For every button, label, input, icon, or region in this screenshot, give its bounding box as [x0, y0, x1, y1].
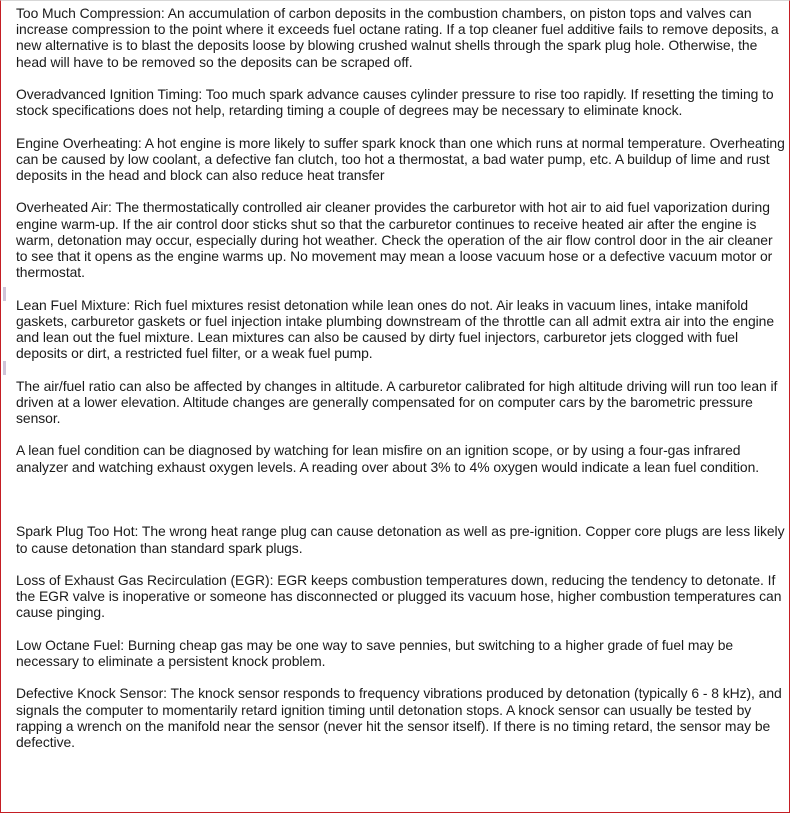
left-edge-mark [3, 361, 6, 375]
paragraph-too-much-compression: Too Much Compression: An accumulation of carbon deposits in the combustion chambers, on piston tops and valves can increase compression to the point where it exceeds fuel octane rating. If a top cleaner fuel additive fails to remove deposits, a new alternative is to blast the deposits loose by blowing crushed walnut shells through the spark plug hole. Otherwise, the head will have to be removed so the deposits can be scraped off. [16, 5, 779, 70]
paragraph-engine-overheating: Engine Overheating: A hot engine is more likely to suffer spark knock than one which runs at normal temperature. Overheating can be caused by low coolant, a defective fan clutch, too hot a thermostat, a bad water pump, etc. A buildup of lime and rust deposits in the head and block can also reduce heat transfer [16, 134, 785, 183]
document-body [16, 5, 786, 766]
paragraph-low-octane-fuel: Low Octane Fuel: Burning cheap gas may be one way to save pennies, but switching to a higher grade of fuel may be necessary to eliminate a persistent knock problem. [16, 636, 734, 669]
left-edge-mark [3, 287, 6, 301]
paragraph-overadvanced-ignition-timing: Overadvanced Ignition Timing: Too much spark advance causes cylinder pressure to rise too rapidly. If resetting the timing to stock specifications does not help, retarding timing a couple of degrees may be necessary to eliminate knock. [16, 86, 774, 119]
paragraph-altitude: The air/fuel ratio can also be affected by changes in altitude. A carburetor calibrated for high altitude driving will run too lean if driven at a lower elevation. Altitude changes are generally compensated for on computer cars by the barometric pressure sensor. [16, 377, 778, 426]
blank-gap [16, 491, 786, 523]
paragraph-spark-plug-too-hot: Spark Plug Too Hot: The wrong heat range plug can cause detonation as well as pre-ignition. Copper core plugs are less likely to cause detonation than standard spark plugs. [16, 523, 785, 556]
paragraph-lean-diagnosis: A lean fuel condition can be diagnosed by watching for lean misfire on an ignition scope, or by using a four-gas infrared analyzer and watching exhaust oxygen levels. A reading over about 3% to 4% oxygen would indicate a lean fuel condition. [16, 442, 760, 475]
paragraph-loss-of-egr: Loss of Exhaust Gas Recirculation (EGR): EGR keeps combustion temperatures down, reducing the tendency to detonate. If the EGR valve is inoperative or someone has disconnected or plugged its vacuum hose, higher combustion temperatures can cause pinging. [16, 571, 782, 621]
paragraph-overheated-air: Overheated Air: The thermostatically controlled air cleaner provides the carburetor with hot air to aid fuel vaporization during engine warm-up. If the air control door sticks shut so that the carburetor continues to receive heated air after the engine is warm, detonation may occur, especially during hot weather. Check the operation of the air flow control door in the air cleaner to see that it opens as the engine warms up. No movement may mean a loose vacuum hose or a defective vacuum motor or thermostat. [16, 199, 773, 281]
paragraph-defective-knock-sensor: Defective Knock Sensor: The knock sensor responds to frequency vibrations produced by detonation (typically 6 - 8 kHz), and signals the computer to momentarily retard ignition timing until detonation stops. A knock sensor can usually be tested by rapping a wrench on the manifold near the sensor (never hit the sensor itself). If there is no timing retard, the sensor may be defective. [16, 685, 782, 750]
paragraph-lean-fuel-mixture: Lean Fuel Mixture: Rich fuel mixtures resist detonation while lean ones do not. Air leaks in vacuum lines, intake manifold gaskets, carburetor gaskets or fuel injection intake plumbing downstream of the throttle can all admit extra air into the engine and lean out the fuel mixture. Lean mixtures can also be caused by dirty fuel injectors, carburetor jets clogged with fuel deposits or dirt, a restricted fuel filter, or a weak fuel pump. [16, 296, 775, 362]
